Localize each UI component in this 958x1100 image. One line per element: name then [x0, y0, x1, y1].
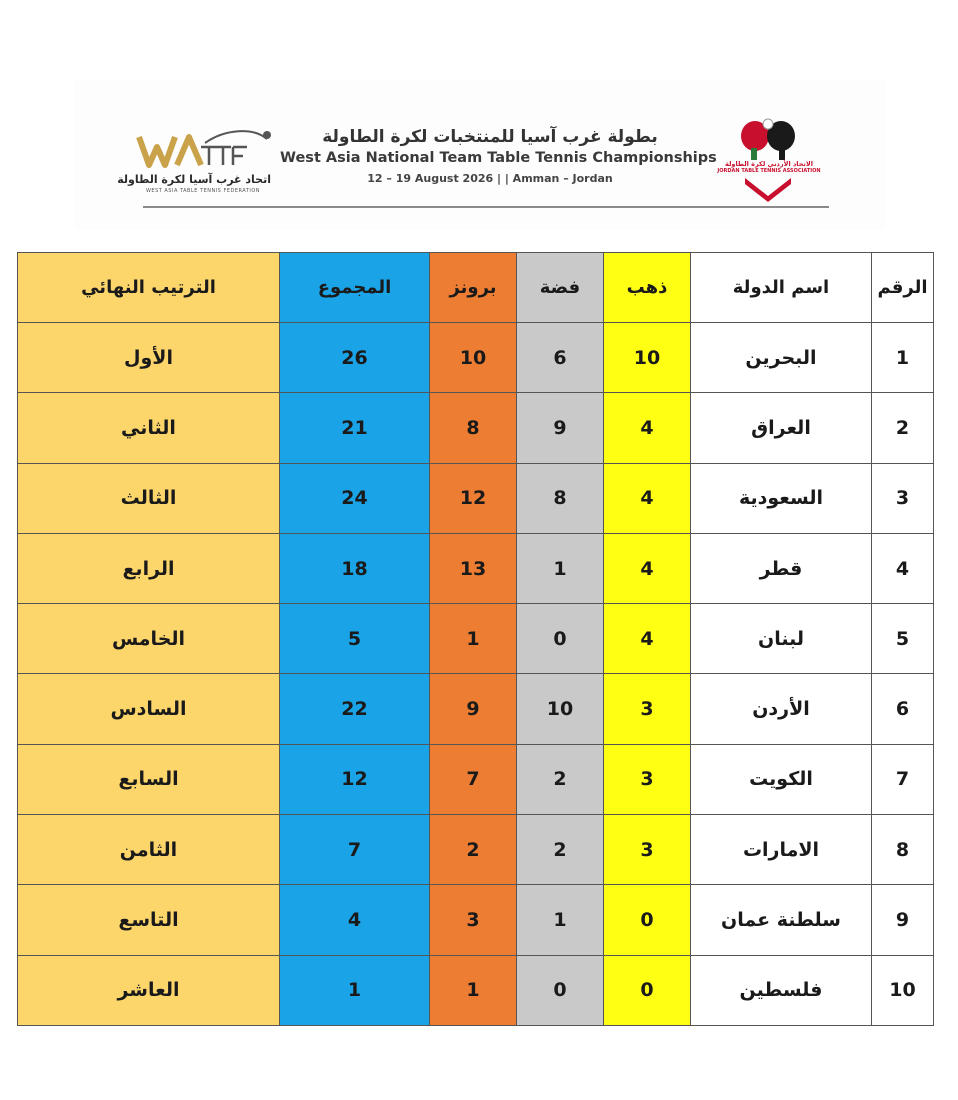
championship-header	[75, 80, 885, 230]
cell-total: 18	[280, 533, 430, 603]
cell-silver: 1	[517, 533, 604, 603]
header-total: المجموع	[280, 253, 430, 323]
cell-silver: 8	[517, 463, 604, 533]
cell-country: العراق	[691, 393, 872, 463]
table-row	[18, 815, 934, 885]
wattf-logo	[117, 125, 275, 195]
championship-title-ar: بطولة غرب آسيا للمنتخبات لكرة الطاولة	[322, 127, 658, 147]
cell-gold: 4	[604, 604, 691, 674]
table-row	[18, 533, 934, 603]
cell-bronze: 10	[430, 323, 517, 393]
cell-bronze: 1	[430, 955, 517, 1025]
cell-country: الكويت	[691, 744, 872, 814]
cell-gold: 0	[604, 955, 691, 1025]
cell-total: 21	[280, 393, 430, 463]
cell-final-rank: الثالث	[18, 463, 280, 533]
cell-total: 7	[280, 815, 430, 885]
cell-country: البحرين	[691, 323, 872, 393]
header-number: الرقم	[872, 253, 934, 323]
cell-final-rank: السابع	[18, 744, 280, 814]
jtta-logo	[711, 116, 827, 202]
cell-number: 7	[872, 744, 934, 814]
cell-silver: 1	[517, 885, 604, 955]
championship-title-block	[280, 126, 717, 190]
cell-total: 26	[280, 323, 430, 393]
cell-final-rank: العاشر	[18, 955, 280, 1025]
cell-country: الأردن	[691, 674, 872, 744]
cell-country: الامارات	[691, 815, 872, 885]
cell-final-rank: الخامس	[18, 604, 280, 674]
table-row	[18, 463, 934, 533]
jtta-name-en: JORDAN TABLE TENNIS ASSOCIATION	[717, 168, 821, 174]
cell-total: 5	[280, 604, 430, 674]
cell-gold: 0	[604, 885, 691, 955]
cell-country: قطر	[691, 533, 872, 603]
cell-bronze: 12	[430, 463, 517, 533]
cell-country: فلسطين	[691, 955, 872, 1025]
cell-final-rank: الأول	[18, 323, 280, 393]
table-row	[18, 885, 934, 955]
table-row	[18, 393, 934, 463]
cell-silver: 2	[517, 744, 604, 814]
cell-bronze: 8	[430, 393, 517, 463]
cell-bronze: 13	[430, 533, 517, 603]
cell-total: 22	[280, 674, 430, 744]
header-bronze: برونز	[430, 253, 517, 323]
table-row	[18, 604, 934, 674]
cell-silver: 0	[517, 955, 604, 1025]
cell-country: لبنان	[691, 604, 872, 674]
wattf-logo-mark-icon	[135, 125, 275, 173]
cell-total: 12	[280, 744, 430, 814]
cell-total: 24	[280, 463, 430, 533]
jtta-crest-icon	[711, 116, 827, 202]
cell-number: 5	[872, 604, 934, 674]
cell-total: 4	[280, 885, 430, 955]
table-row	[18, 323, 934, 393]
cell-bronze: 9	[430, 674, 517, 744]
wattf-name-ar: اتحاد غرب آسيا لكرة الطاولة	[117, 173, 271, 186]
cell-silver: 2	[517, 815, 604, 885]
header-silver: فضة	[517, 253, 604, 323]
table-header-row	[18, 253, 934, 323]
cell-final-rank: الثاني	[18, 393, 280, 463]
cell-final-rank: التاسع	[18, 885, 280, 955]
cell-gold: 4	[604, 463, 691, 533]
cell-silver: 10	[517, 674, 604, 744]
cell-silver: 0	[517, 604, 604, 674]
table-row	[18, 955, 934, 1025]
cell-bronze: 7	[430, 744, 517, 814]
cell-number: 6	[872, 674, 934, 744]
table-row	[18, 744, 934, 814]
cell-number: 2	[872, 393, 934, 463]
jtta-name-ar: الاتحاد الأردني لكرة الطاولة	[725, 160, 813, 168]
cell-gold: 4	[604, 393, 691, 463]
header-country: اسم الدولة	[691, 253, 872, 323]
cell-final-rank: الرابع	[18, 533, 280, 603]
cell-bronze: 3	[430, 885, 517, 955]
header-final-rank: الترتيب النهائي	[18, 253, 280, 323]
cell-final-rank: السادس	[18, 674, 280, 744]
cell-gold: 10	[604, 323, 691, 393]
header-gold: ذهب	[604, 253, 691, 323]
cell-number: 8	[872, 815, 934, 885]
cell-country: السعودية	[691, 463, 872, 533]
cell-number: 1	[872, 323, 934, 393]
cell-silver: 9	[517, 393, 604, 463]
cell-silver: 6	[517, 323, 604, 393]
cell-gold: 3	[604, 744, 691, 814]
cell-bronze: 1	[430, 604, 517, 674]
cell-number: 10	[872, 955, 934, 1025]
table-row	[18, 674, 934, 744]
cell-number: 3	[872, 463, 934, 533]
cell-number: 4	[872, 533, 934, 603]
medal-standings-table	[17, 252, 934, 1026]
cell-total: 1	[280, 955, 430, 1025]
cell-gold: 3	[604, 674, 691, 744]
cell-country: سلطنة عمان	[691, 885, 872, 955]
championship-title-en: West Asia National Team Table Tennis Championships	[280, 150, 717, 166]
header-divider	[143, 206, 829, 208]
cell-final-rank: الثامن	[18, 815, 280, 885]
wattf-name-en: WEST ASIA TABLE TENNIS FEDERATION	[145, 188, 261, 194]
cell-bronze: 2	[430, 815, 517, 885]
championship-date-location: 12 – 19 August 2026 | | Amman – Jordan	[367, 172, 613, 185]
cell-gold: 4	[604, 533, 691, 603]
cell-number: 9	[872, 885, 934, 955]
cell-gold: 3	[604, 815, 691, 885]
